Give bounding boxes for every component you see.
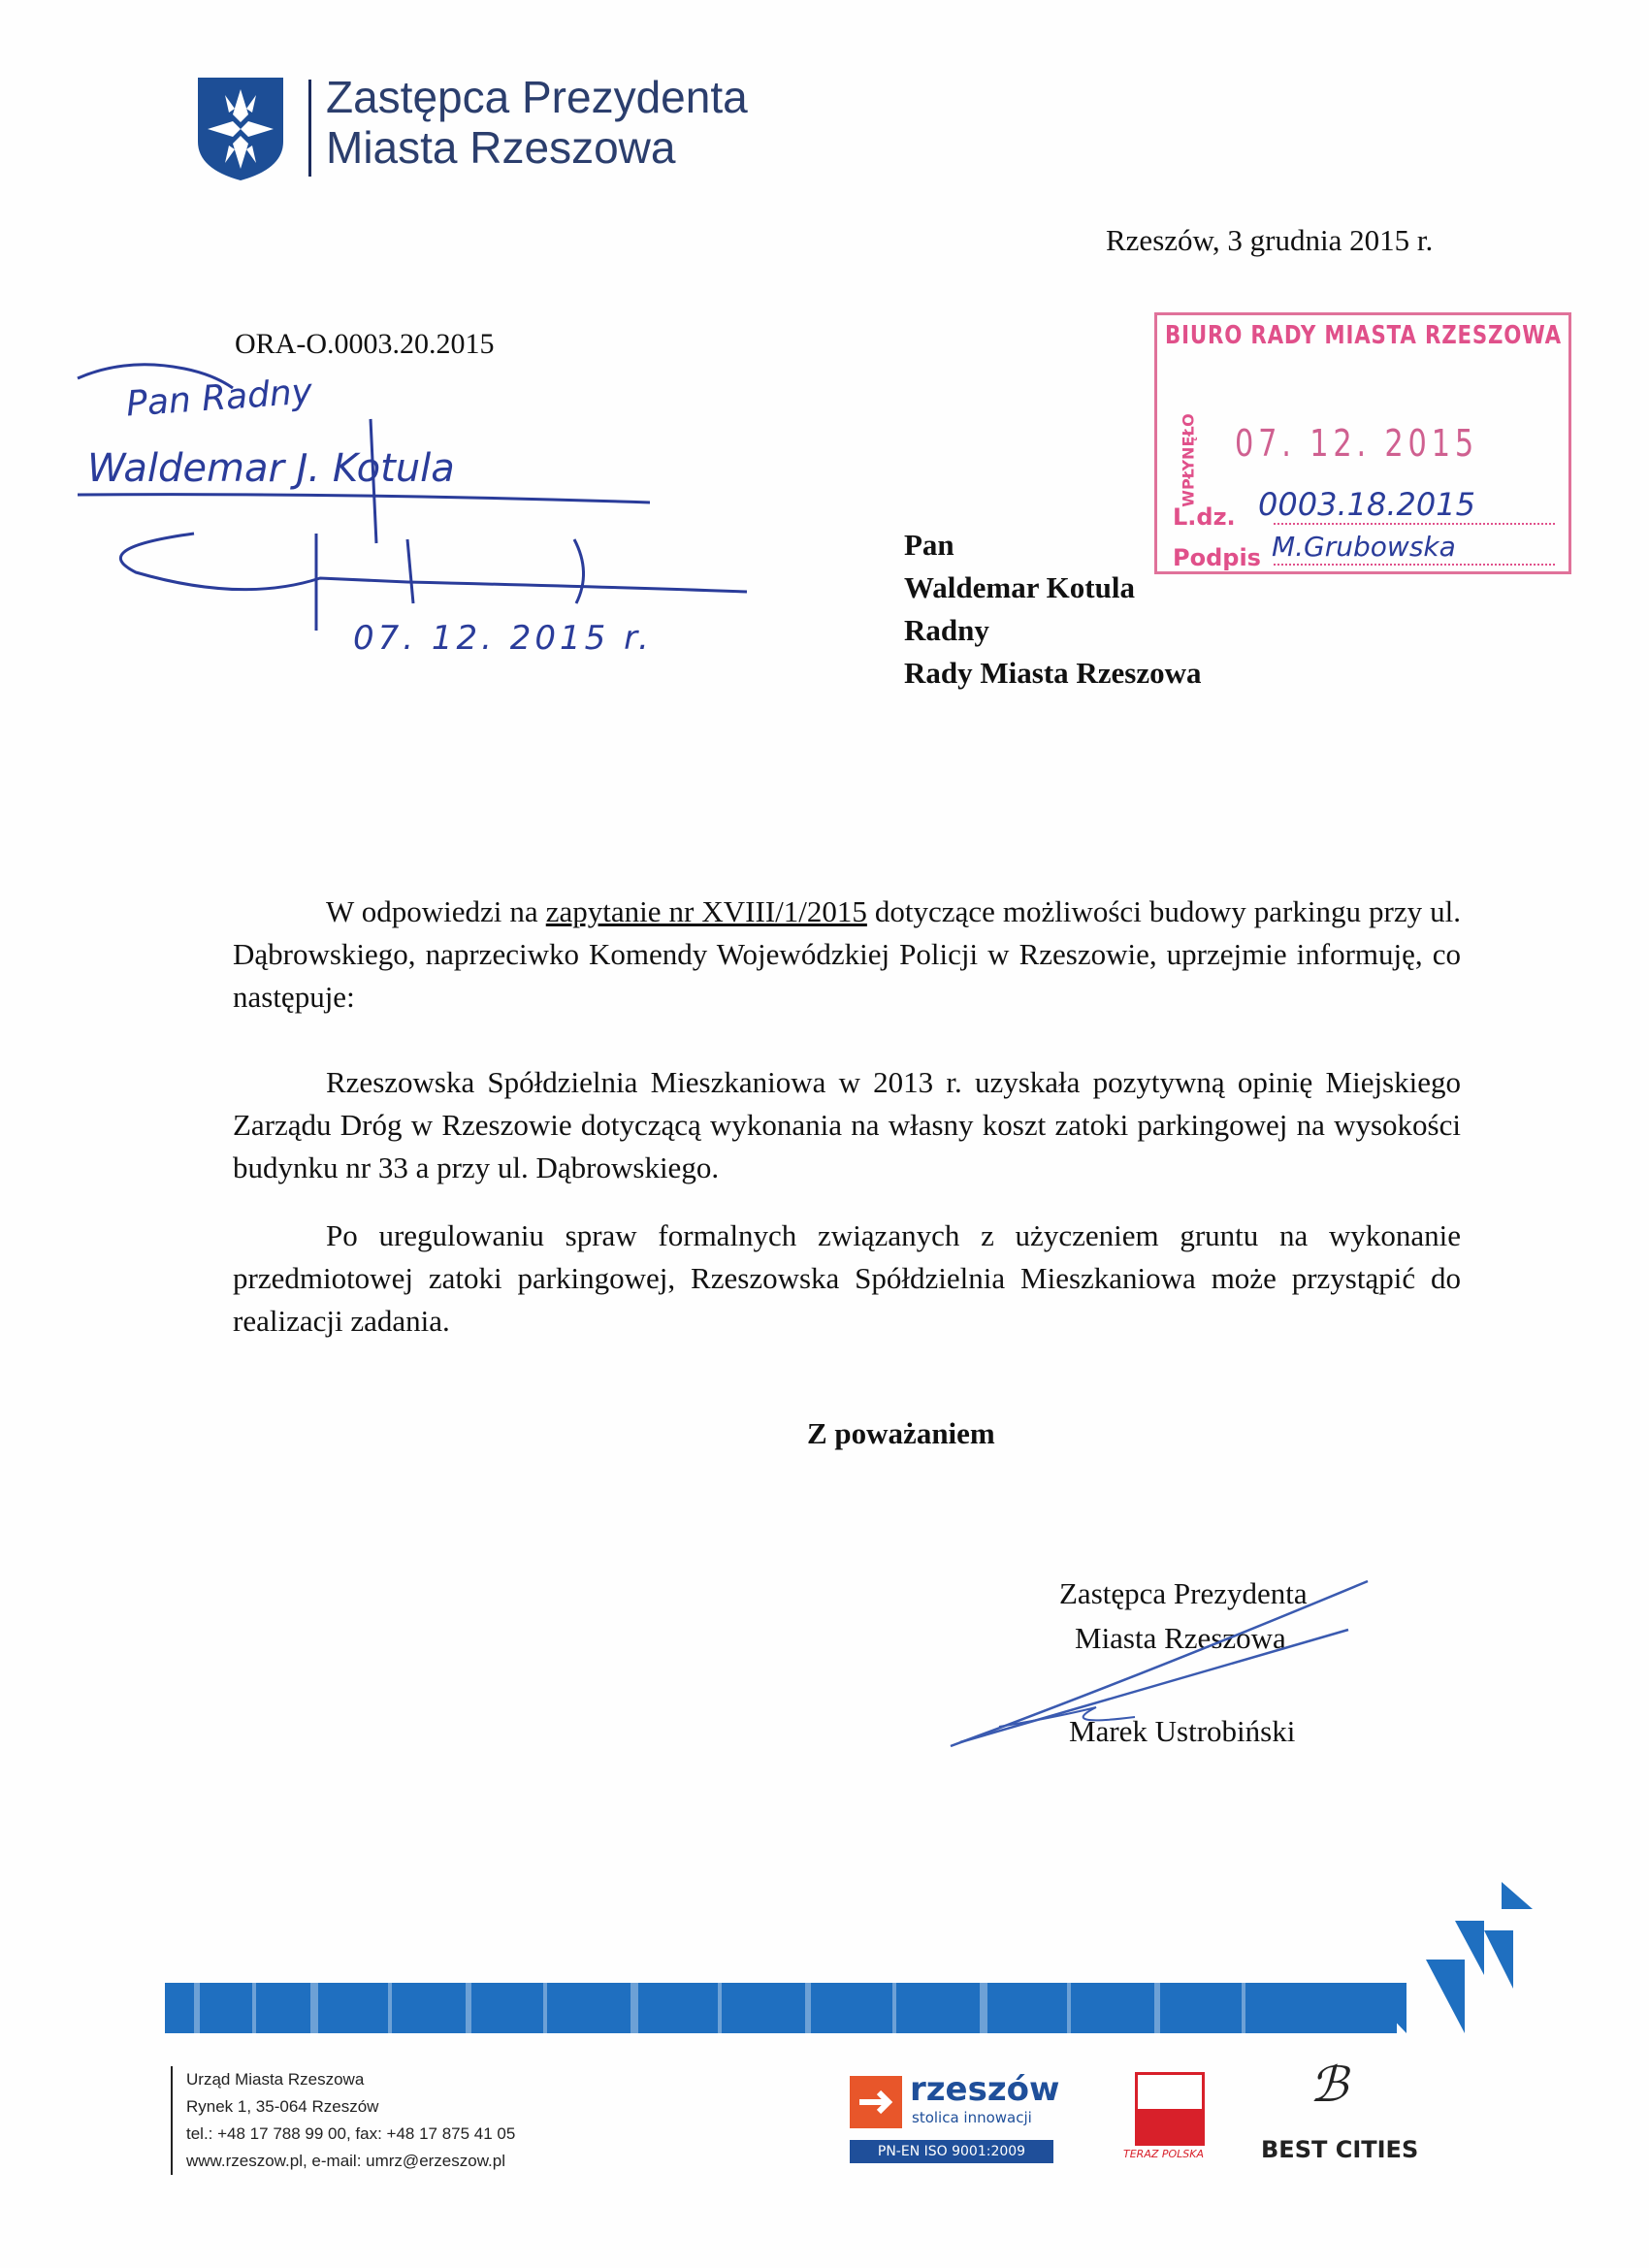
stamp-received-label: WPŁYNĘŁO [1179,413,1198,507]
best-cities-monogram-icon: ℬ [1310,2057,1348,2113]
iso-badge: PN-EN ISO 9001:2009 [850,2140,1053,2163]
footer-address [171,2066,515,2175]
rzeszow-logo-sub: stolica innowacji [912,2109,1032,2126]
header-divider [308,80,311,177]
footer-org: Urząd Miasta Rzeszowa [186,2070,365,2089]
best-cities-label: BEST CITIES [1261,2136,1419,2163]
stamp-header: BIURO RADY MIASTA RZESZOWA [1165,321,1562,350]
stamp-podpis-value: M.Grubowska [1272,531,1456,563]
header-title-line1: Zastępca Prezydenta [326,72,748,122]
coat-of-arms-icon [196,76,285,182]
stamp-podpis-dots [1274,564,1555,566]
inquiry-reference: zapytanie nr XVIII/1/2015 [545,894,867,928]
reference-number: ORA-O.0003.20.2015 [235,328,495,360]
recipient-line1: Pan [904,528,954,562]
body-paragraph-2 [233,1061,1461,1189]
recipient-line2: Waldemar Kotula [904,570,1135,604]
recipient-block [904,524,1202,695]
stamp-podpis-label: Podpis [1173,544,1261,571]
polish-flag-icon [1135,2072,1205,2146]
arrow-icon [850,2076,902,2128]
stamp-ldz-dots [1274,523,1555,525]
p1-rest: dotyczące możliwości budowy parkingu przy ul. Dąbrowskiego, naprzeciwko Komendy Wojewódzkiej Policji w Rzeszowie, uprzejmie informuję, co następuje: [233,894,1462,1014]
body-paragraph-1 [233,891,1461,1019]
header-title-line2: Miasta Rzeszowa [326,122,676,173]
teraz-polska-logo [1123,2072,1211,2169]
p2-text: Rzeszowska Spółdzielnia Mieszkaniowa w 2013 r. uzyskała pozytywną opinię Miejskiego Zarządu Dróg w Rzeszowie dotyczącą wykonania na własny koszt zatoki parkingowej na wysokości budynku nr 33 a przy ul. Dąbrowskiego. [233,1065,1461,1184]
recipient-line4: Rady Miasta Rzeszowa [904,656,1202,690]
footer-street: Rynek 1, 35-064 Rzeszów [186,2097,379,2116]
signature-name: Marek Ustrobiński [1069,1714,1296,1748]
handwriting-line2: Waldemar J. Kotula [87,446,455,491]
p3-text: Po uregulowaniu spraw formalnych związanych z użyczeniem gruntu na wykonanie przedmiotowej zatoki parkingowej, Rzeszowska Spółdzielnia Mieszkaniowa może przystąpić do realizacji zadania. [233,1218,1461,1338]
handwritten-signature [941,1571,1406,1766]
stamp-ldz-label: L.dz. [1173,503,1236,531]
rzeszow-logo-mark [850,2076,902,2128]
closing-salutation: Z poważaniem [807,1416,995,1450]
signature-line2: Miasta Rzeszowa [1075,1621,1286,1655]
header-title [326,72,748,173]
recipient-line3: Radny [904,613,989,647]
handwriting-date: 07. 12. 2015 r. [353,619,653,658]
handwritten-annotation [68,349,786,689]
stamp-ldz-value: 0003.18.2015 [1258,486,1475,523]
best-cities-logo [1261,2057,1426,2173]
stamp-date: 07. 12. 2015 [1235,422,1478,465]
place-date: Rzeszów, 3 grudnia 2015 r. [1106,223,1434,257]
footer-web: www.rzeszow.pl, e-mail: umrz@erzeszow.pl [186,2152,506,2170]
footer-phone: tel.: +48 17 788 99 00, fax: +48 17 875 41 05 [186,2124,516,2143]
p1-start: W odpowiedzi na [326,894,546,928]
rzeszow-innovation-logo [850,2070,1063,2173]
teraz-polska-label: TERAZ POLSKA [1123,2148,1205,2160]
signature-line1: Zastępca Prezydenta [1059,1576,1308,1610]
rzeszow-logo-title: rzeszów [910,2070,1060,2109]
handwriting-line1: Pan Radny [124,372,314,425]
received-stamp [1154,312,1571,574]
body-paragraph-3 [233,1215,1461,1343]
